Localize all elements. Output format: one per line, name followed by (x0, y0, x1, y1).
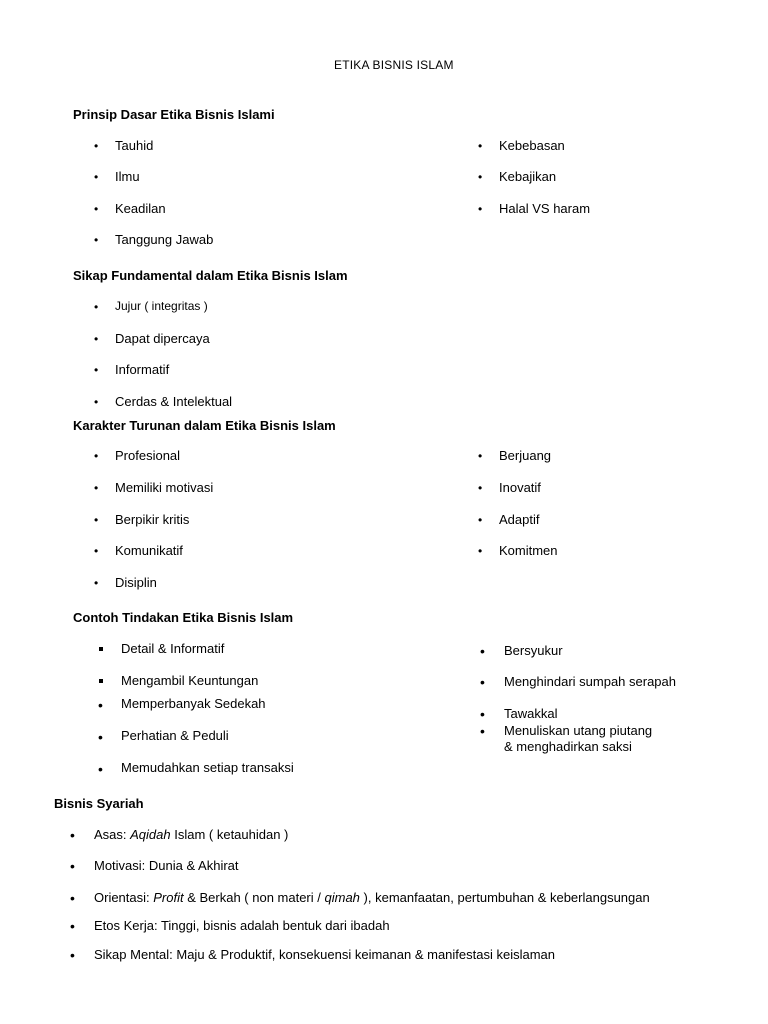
section-heading: Contoh Tindakan Etika Bisnis Islam (73, 610, 294, 625)
list-item-text: Menuliskan utang piutang (504, 723, 653, 738)
list-item-text: Asas: Aqidah Islam ( ketauhidan ) (94, 827, 289, 842)
bullet-icon: • (98, 697, 103, 713)
list-item-text: Kebajikan (499, 169, 557, 184)
list-item-text: Halal VS haram (499, 201, 591, 216)
bullet-icon: • (94, 513, 99, 527)
bullet-icon: • (480, 706, 485, 722)
list-item-text: Tauhid (115, 138, 154, 153)
section-heading: Sikap Fundamental dalam Etika Bisnis Islam (73, 268, 348, 283)
bullet-icon: • (70, 858, 75, 874)
section-heading: Bisnis Syariah (54, 796, 144, 811)
bullet-icon: • (94, 395, 99, 409)
bullet-icon: • (480, 674, 485, 690)
list-item-text: Dapat dipercaya (115, 331, 210, 346)
list-item-text: Komunikatif (115, 543, 183, 558)
list-item-text: Tanggung Jawab (115, 232, 214, 247)
bullet-icon: • (94, 332, 99, 346)
list-item-text: Sikap Mental: Maju & Produktif, konsekuensi keimanan & manifestasi keislaman (94, 947, 555, 962)
bullet-icon: • (478, 202, 483, 216)
list-item-text: Tawakkal (504, 706, 558, 721)
list-item-text: Keadilan (115, 201, 166, 216)
bullet-icon: • (478, 544, 483, 558)
list-item-text: Bersyukur (504, 643, 563, 658)
list-item-text: Berpikir kritis (115, 512, 190, 527)
bullet-icon: • (94, 544, 99, 558)
bullet-icon: • (94, 449, 99, 463)
bullet-icon: • (480, 723, 485, 739)
bullet-icon: • (94, 202, 99, 216)
bullet-icon: • (94, 170, 99, 184)
list-item-text: Berjuang (499, 448, 552, 463)
bullet-icon: • (478, 513, 483, 527)
bullet-icon: • (478, 170, 483, 184)
list-item-text: & menghadirkan saksi (504, 739, 632, 754)
bullet-icon: • (70, 918, 75, 934)
bullet-icon: • (480, 643, 485, 659)
bullet-icon: • (478, 449, 483, 463)
list-item-text: Disiplin (115, 575, 157, 590)
bullet-icon: • (98, 729, 103, 745)
list-item-text: Adaptif (499, 512, 540, 527)
bullet-icon: • (94, 576, 99, 590)
bullet-icon: • (94, 139, 99, 153)
list-item-text: Ilmu (115, 169, 140, 184)
bullet-icon: • (94, 300, 99, 314)
list-item-text: Informatif (115, 362, 170, 377)
bullet-icon: • (94, 233, 99, 247)
list-item-text: Kebebasan (499, 138, 565, 153)
list-item-text: Inovatif (499, 480, 541, 495)
bullet-icon: • (70, 827, 75, 843)
list-item-text: Jujur ( integritas ) (115, 299, 208, 313)
bullet-icon: • (98, 761, 103, 777)
list-item-text: Profesional (115, 448, 181, 463)
list-item-text: Memiliki motivasi (115, 480, 214, 495)
square-bullet-icon (99, 647, 103, 651)
list-item-text: Menghindari sumpah serapah (504, 674, 676, 689)
list-item-text: Etos Kerja: Tinggi, bisnis adalah bentuk dari ibadah (94, 918, 390, 933)
bullet-icon: • (478, 481, 483, 495)
list-item-text: Orientasi: Profit & Berkah ( non materi / qimah ), kemanfaatan, pertumbuhan & keberlangsungan (94, 890, 650, 905)
list-item-text: Memperbanyak Sedekah (121, 696, 266, 711)
square-bullet-icon (99, 679, 103, 683)
section-heading: Karakter Turunan dalam Etika Bisnis Islam (73, 418, 336, 433)
list-item-text: Perhatian & Peduli (121, 728, 229, 743)
bullet-icon: • (70, 947, 75, 963)
list-item-text: Mengambil Keuntungan (121, 673, 259, 688)
bullet-icon: • (94, 481, 99, 495)
document-title: ETIKA BISNIS ISLAM (334, 58, 454, 72)
bullet-icon: • (94, 363, 99, 377)
list-item-text: Memudahkan setiap transaksi (121, 760, 294, 775)
list-item-text: Detail & Informatif (121, 641, 225, 656)
bullet-icon: • (70, 890, 75, 906)
bullet-icon: • (478, 139, 483, 153)
section-heading: Prinsip Dasar Etika Bisnis Islami (73, 107, 275, 122)
list-item-text: Motivasi: Dunia & Akhirat (94, 858, 239, 873)
list-item-text: Cerdas & Intelektual (115, 394, 233, 409)
list-item-text: Komitmen (499, 543, 558, 558)
